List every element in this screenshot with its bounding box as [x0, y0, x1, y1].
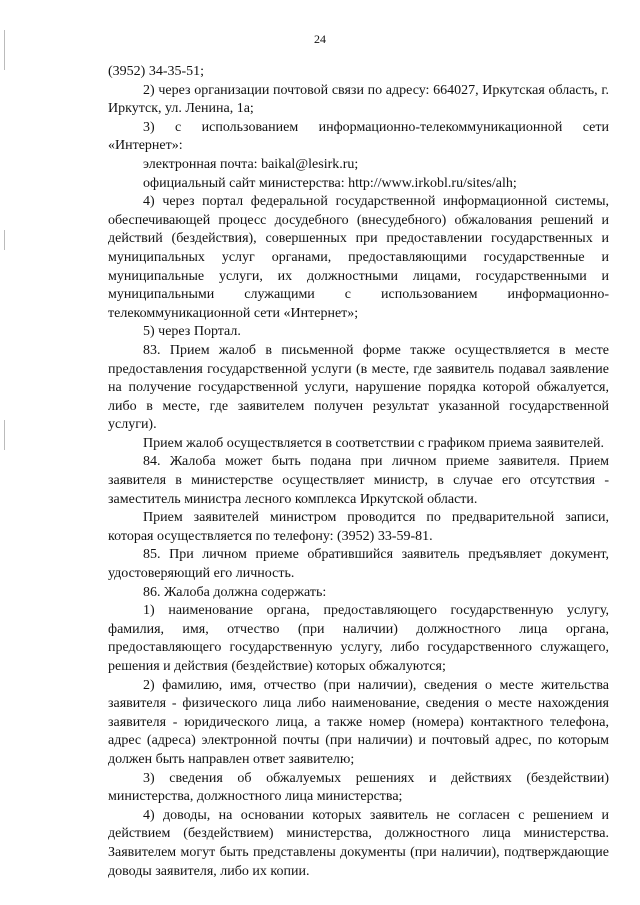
paragraph: официальный сайт министерства: http://www.irkobl.ru/sites/alh;	[143, 175, 517, 191]
paragraph: электронная почта: baikal@lesirk.ru;	[143, 156, 359, 172]
paragraph: 2) через организации почтовой связи по адресу: 664027, Иркутская область, г. Иркутск, ул. Ленина, 1а;	[108, 82, 609, 117]
paragraph: 4) через портал федеральной государственной информационной системы, обеспечивающей процесс досудебного (внесудебного) обжалования решений и действий (бездействия), совершенных при предоставлении государственных и муниципальных услуг органами, предоставляющими государственные и муниципальные услуги, их должностными лицами, государственными и муниципальными служащими с использованием информационно-телекоммуникационной сети «Интернет»;	[108, 194, 609, 321]
paragraph: (3952) 34-35-51;	[108, 64, 205, 79]
scan-edge-mark	[4, 420, 5, 450]
paragraph: 84. Жалоба может быть подана при личном приеме заявителя. Прием заявителя в министерстве осуществляет министр, в случае его отсутствия - заместитель министра лесного комплекса Иркутской области.	[108, 454, 609, 507]
paragraph: Прием жалоб осуществляется в соответствии с графиком приема заявителей.	[143, 435, 604, 451]
paragraph: 5) через Портал.	[143, 324, 241, 340]
document-body	[108, 63, 609, 881]
paragraph: Прием заявителей министром проводится по предварительной записи, которая осуществляется по телефону: (3952) 33-59-81.	[108, 510, 609, 544]
paragraph: 86. Жалоба должна содержать:	[143, 584, 327, 600]
page-number: 24	[314, 32, 326, 46]
paragraph: 1) наименование органа, предоставляющего государственную услугу, фамилия, имя, отчество (при наличии) должностного лица органа, предоставляющего государственную услугу, либо государственного служащего, решения и действия (бездействие) которых обжалуются;	[108, 603, 609, 674]
paragraph: 2) фамилию, имя, отчество (при наличии), сведения о месте жительства заявителя - физического лица либо наименование, сведения о месте нахождения заявителя - юридического лица, а также номер (номера) контактного телефона, адрес (адреса) электронной почты (при наличии) и почтовый адрес, по которым должен быть направлен ответ заявителю;	[108, 677, 609, 767]
paragraph: 3) сведения об обжалуемых решениях и действиях (бездействии) министерства, должностного лица министерства;	[108, 770, 609, 805]
paragraph: 85. При личном приеме обратившийся заявитель предъявляет документ, удостоверяющий его личность.	[108, 547, 609, 582]
paragraph: 3) с использованием информационно-телекоммуникационной сети «Интернет»:	[108, 119, 609, 154]
paragraph: 83. Прием жалоб в письменной форме также осуществляется в месте предоставления государственной услуги (в месте, где заявитель подавал заявление на получение государственной услуги, нарушение порядка которой обжалуется, либо в месте, где заявителем получен результат указанной государственной услуги).	[108, 342, 609, 433]
scan-edge-mark	[4, 230, 5, 250]
paragraph: 4) доводы, на основании которых заявитель не согласен с решением и действием (бездействием) министерства, должностного лица министерства. Заявителем могут быть представлены документы (при наличии), подтверждающие доводы заявителя, либо их копии.	[108, 807, 609, 879]
